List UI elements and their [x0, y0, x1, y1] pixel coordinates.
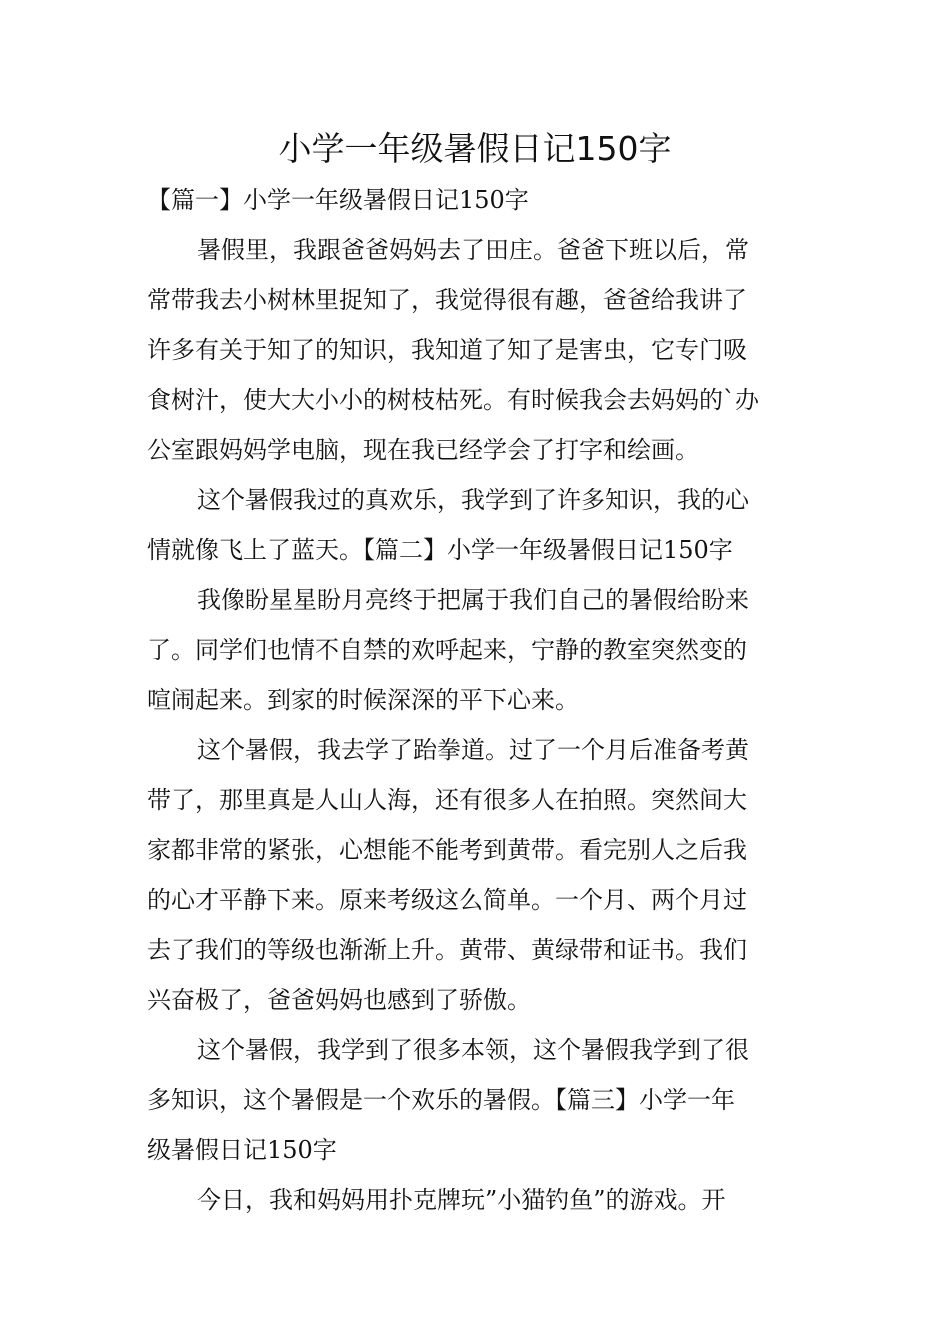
text-line: 许多有关于知了的知识，我知道了知了是害虫，它专门吸: [147, 336, 747, 364]
text-line: 这个暑假，我去学了跆拳道。过了一个月后准备考黄: [197, 736, 749, 764]
text-line: 了。同学们也情不自禁的欢呼起来，宁静的教室突然变的: [147, 636, 747, 664]
text-line: 今日，我和妈妈用扑克牌玩”小猫钓鱼”的游戏。开: [197, 1186, 726, 1214]
text-line: 的心才平静下来。原来考级这么简单。一个月、两个月过: [147, 886, 747, 914]
text-line: 这个暑假我过的真欢乐，我学到了许多知识，我的心: [197, 486, 749, 514]
document-title: 小学一年级暑假日记150字: [278, 129, 672, 168]
text-line: 带了，那里真是人山人海，还有很多人在拍照。突然间大: [147, 786, 747, 814]
text-line: 这个暑假，我学到了很多本领，这个暑假我学到了很: [197, 1036, 749, 1064]
text-line: 多知识，这个暑假是一个欢乐的暑假。【篇三】小学一年: [147, 1086, 735, 1114]
text-line: 喧闹起来。到家的时候深深的平下心来。: [147, 686, 579, 714]
text-line: 暑假里，我跟爸爸妈妈去了田庄。爸爸下班以后，常: [197, 236, 749, 264]
document-body: [147, 175, 807, 1225]
text-line: 情就像飞上了蓝天。【篇二】小学一年级暑假日记150字: [147, 536, 733, 564]
text-line: 级暑假日记150字: [147, 1136, 337, 1164]
section-heading-1: 【篇一】小学一年级暑假日记150字: [147, 186, 529, 214]
text-line: 食树汁，使大大小小的树枝枯死。有时候我会去妈妈的`办: [147, 386, 759, 414]
text-line: 家都非常的紧张，心想能不能考到黄带。看完别人之后我: [147, 836, 747, 864]
text-line: 公室跟妈妈学电脑，现在我已经学会了打字和绘画。: [147, 436, 699, 464]
text-line: 兴奋极了，爸爸妈妈也感到了骄傲。: [147, 986, 531, 1014]
text-line: 常带我去小树林里捉知了，我觉得很有趣，爸爸给我讲了: [147, 286, 747, 314]
text-line: 去了我们的等级也渐渐上升。黄带、黄绿带和证书。我们: [147, 936, 747, 964]
text-line: 我像盼星星盼月亮终于把属于我们自己的暑假给盼来: [197, 586, 749, 614]
